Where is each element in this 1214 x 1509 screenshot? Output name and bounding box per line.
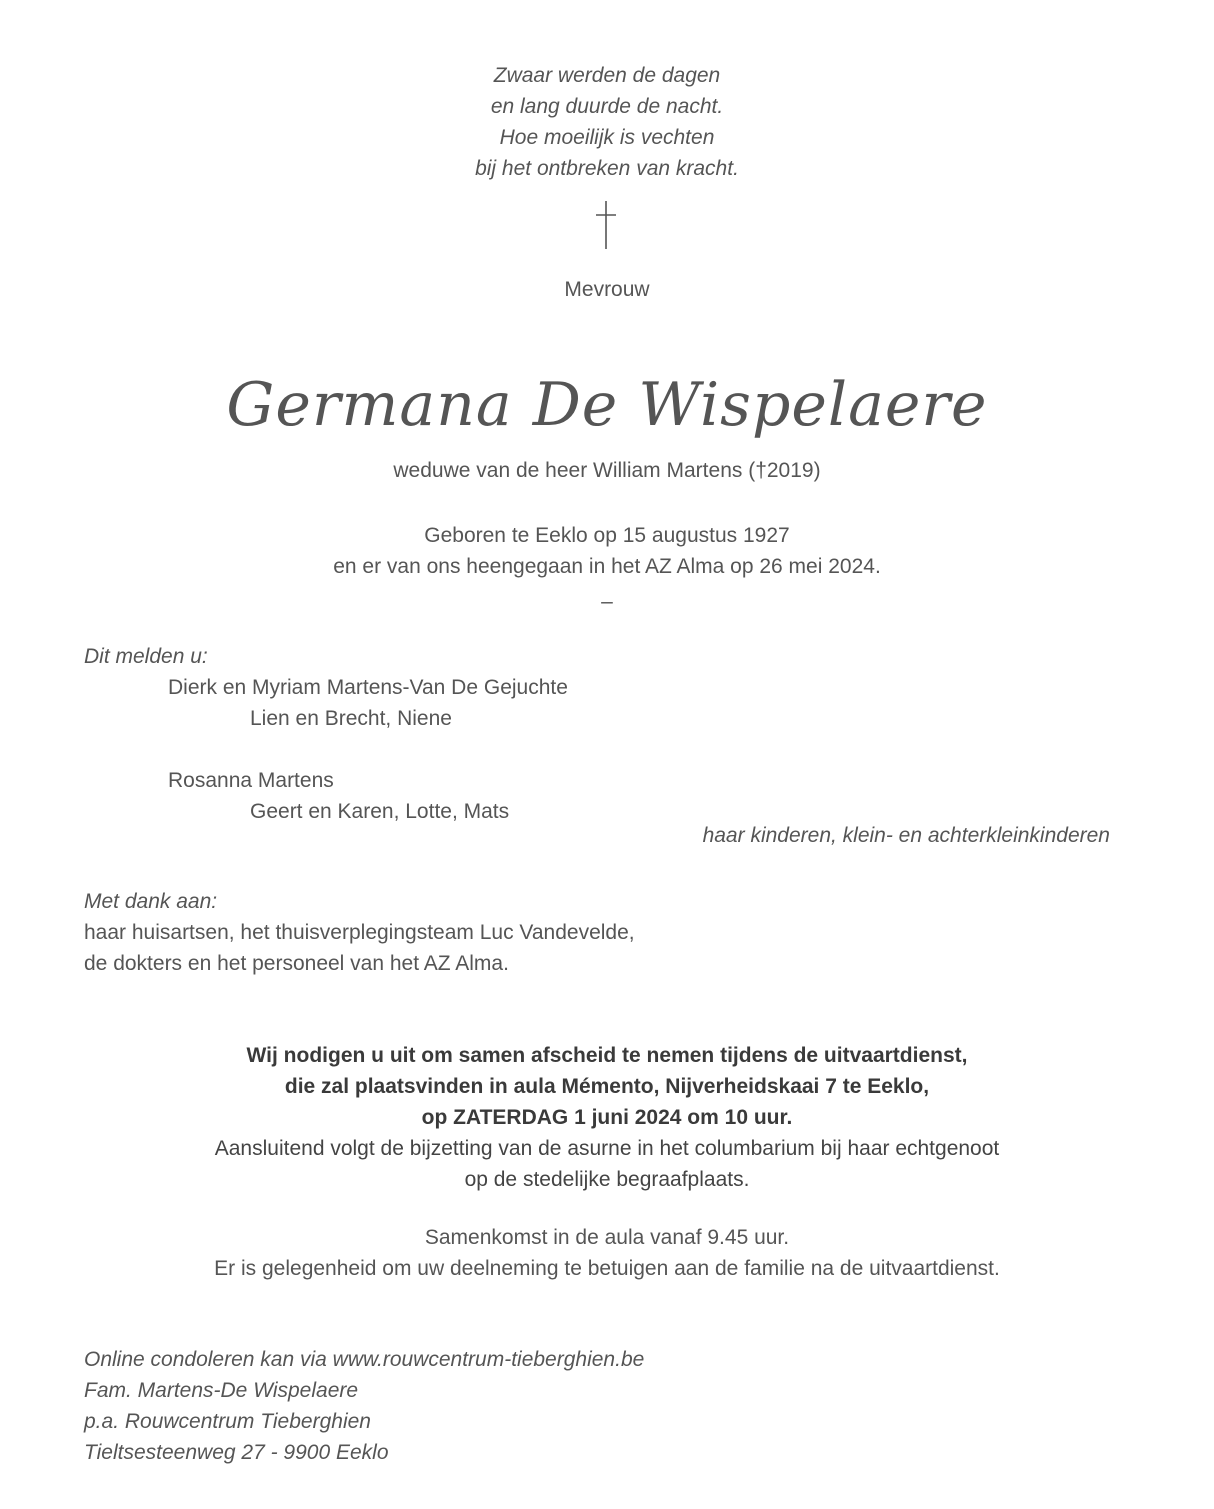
contact-family: Fam. Martens-De Wispelaere	[84, 1379, 359, 1402]
family-children: Geert en Karen, Lotte, Mats	[250, 800, 510, 823]
separator: –	[601, 590, 613, 613]
gathering-section	[0, 1222, 1214, 1284]
contact-funeral-home: p.a. Rouwcentrum Tieberghien	[84, 1410, 371, 1433]
service-invite-line: Wij nodigen u uit om samen afscheid te nemen tijdens de uitvaartdienst,	[246, 1044, 968, 1067]
poem-line: Hoe moeilijk is vechten	[499, 126, 715, 149]
poem-line: en lang duurde de nacht.	[490, 95, 724, 118]
contact-address: Tieltsesteenweg 27 - 9900 Eeklo	[84, 1441, 389, 1464]
family-role: haar kinderen, klein- en achterkleinkinderen	[702, 824, 1110, 847]
contact-section	[84, 1344, 644, 1468]
family-children: Lien en Brecht, Niene	[250, 707, 452, 730]
poem-line: bij het ontbreken van kracht.	[475, 157, 739, 180]
deceased-name: Germana De Wispelaere	[226, 370, 988, 440]
widow-line: weduwe van de heer William Martens (†2019)	[393, 459, 821, 482]
thanks-line: de dokters en het personeel van het AZ Alma.	[84, 952, 509, 975]
thanks-line: haar huisartsen, het thuisverplegingsteam Luc Vandevelde,	[84, 921, 635, 944]
service-detail-line: Aansluitend volgt de bijzetting van de asurne in het columbarium bij haar echtgenoot	[214, 1137, 1000, 1160]
poem-line: Zwaar werden de dagen	[493, 64, 721, 87]
family-heading: Dit melden u:	[84, 645, 208, 668]
family-section	[84, 641, 568, 827]
salutation: Mevrouw	[564, 278, 650, 301]
opening-poem	[0, 60, 1214, 184]
gathering-line: Er is gelegenheid om uw deelneming te betuigen aan de familie na de uitvaartdienst.	[214, 1257, 1000, 1280]
service-location-line: die zal plaatsvinden in aula Mémento, Nijverheidskaai 7 te Eeklo,	[284, 1075, 930, 1098]
service-date-line: op ZATERDAG 1 juni 2024 om 10 uur.	[421, 1106, 793, 1129]
service-section	[0, 1040, 1214, 1195]
cross-icon	[596, 200, 616, 250]
birth-line: Geboren te Eeklo op 15 augustus 1927	[424, 524, 790, 547]
thanks-heading: Met dank aan:	[84, 890, 218, 913]
gathering-line: Samenkomst in de aula vanaf 9.45 uur.	[424, 1226, 790, 1249]
service-detail-line: op de stedelijke begraafplaats.	[464, 1168, 750, 1191]
death-line: en er van ons heengegaan in het AZ Alma op 26 mei 2024.	[333, 555, 881, 578]
thanks-section	[84, 886, 635, 979]
spacer	[84, 734, 568, 765]
family-parent: Dierk en Myriam Martens-Van De Gejuchte	[168, 676, 568, 699]
family-parent: Rosanna Martens	[168, 769, 334, 792]
birth-death-text	[0, 520, 1214, 582]
condolence-link[interactable]: Online condoleren kan via www.rouwcentrum-tieberghien.be	[84, 1348, 645, 1371]
